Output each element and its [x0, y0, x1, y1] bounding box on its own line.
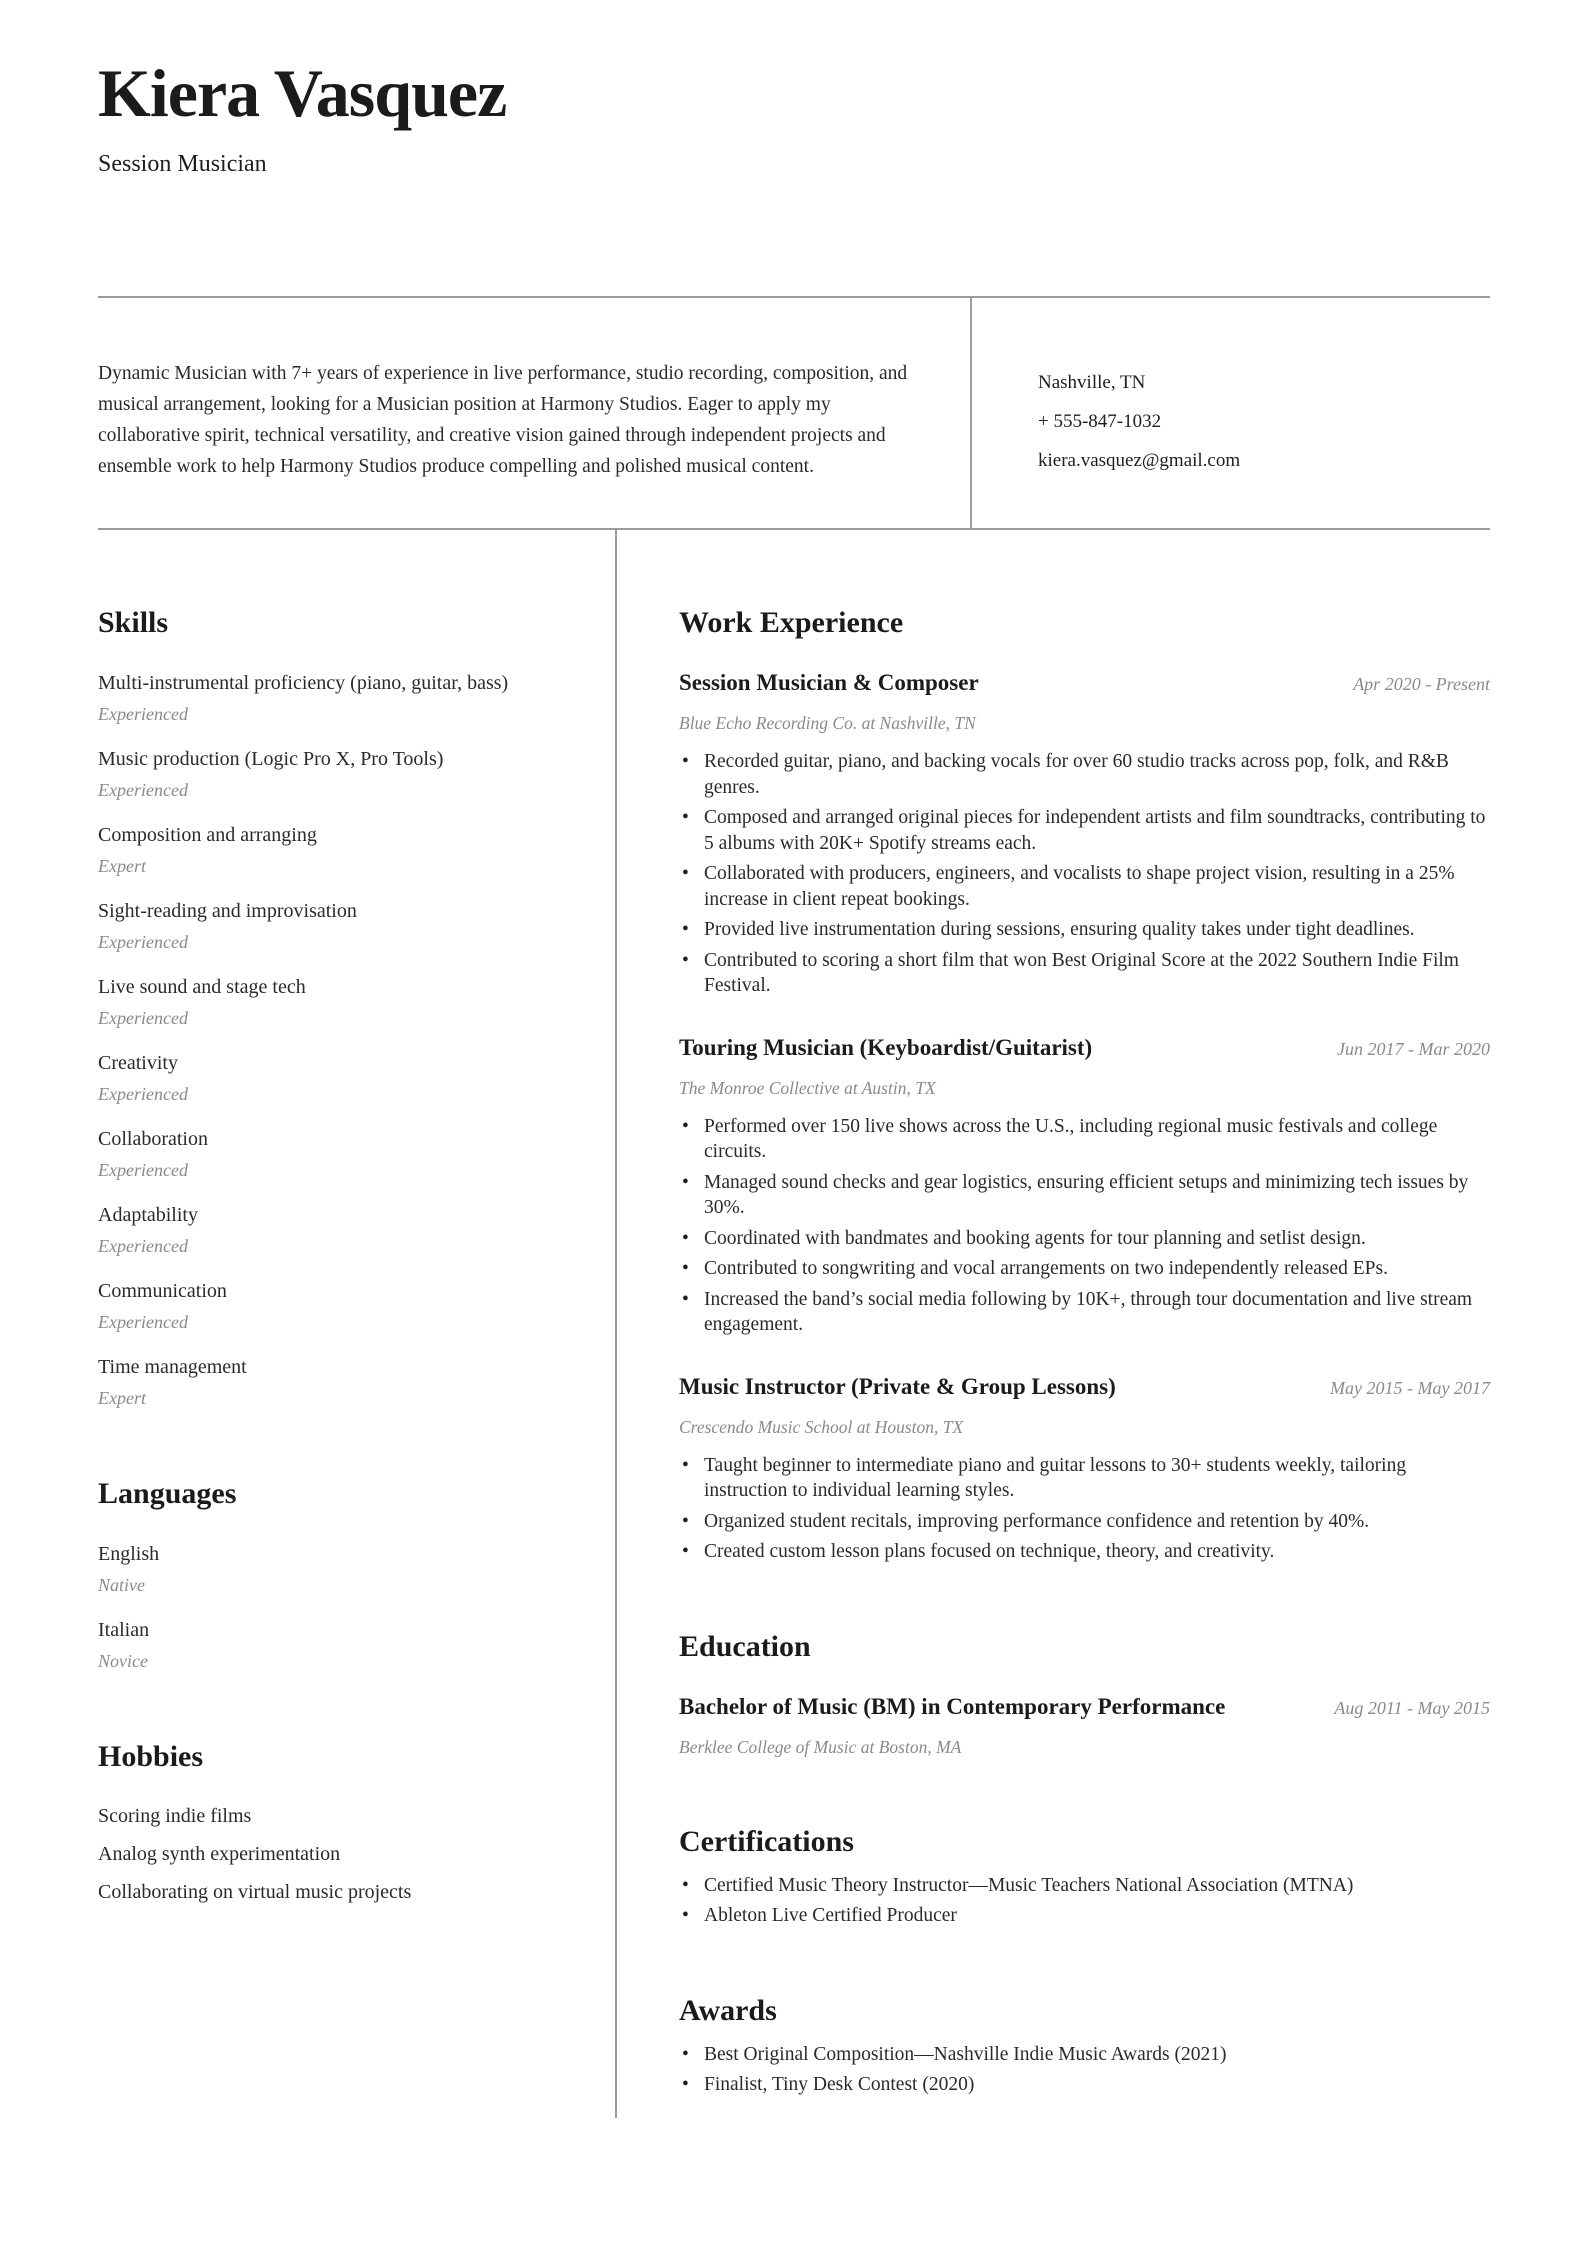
skill-item — [98, 896, 570, 956]
job-header — [679, 1372, 1490, 1402]
left-column — [98, 530, 570, 1915]
language-item — [98, 1615, 570, 1675]
bullet-item: • Coordinated with bandmates and booking agents for tour planning and setlist design. — [679, 1226, 1490, 1252]
job-dates: Apr 2020 - Present — [1353, 674, 1490, 695]
contact-email: kiera.vasquez@gmail.com — [1038, 450, 1241, 472]
skill-level: Experienced — [98, 932, 188, 953]
skill-level: Expert — [98, 856, 146, 877]
hobby-item: Analog synth experimentation — [98, 1843, 341, 1866]
language-level: Native — [98, 1575, 145, 1596]
job-title: Music Instructor (Private & Group Lessons) — [679, 1373, 1116, 1399]
skills-list — [98, 668, 570, 1412]
bullet-item: • Performed over 150 live shows across the U.S., including regional music festivals and college circuits. — [679, 1114, 1490, 1165]
skill-name: Adaptability — [98, 1204, 198, 1227]
skill-item — [98, 744, 570, 804]
summary-text: Dynamic Musician with 7+ years of experience in live performance, studio recording, composition, and musical arrangement, looking for a Musician position at Harmony Studios. Eager to apply my collaborative spirit, technical versatility, and creative vision gained through independent projects and ensemble work to help Harmony Studios produce compelling and polished musical content. — [98, 363, 908, 478]
job-dates: May 2015 - May 2017 — [1330, 1377, 1490, 1398]
right-column — [617, 530, 1490, 2103]
bullet-item: • Recorded guitar, piano, and backing vocals for over 60 studio tracks across pop, folk, and R&B genres. — [679, 749, 1490, 800]
hobbies-heading: Hobbies — [98, 1740, 204, 1774]
certifications-heading: Certifications — [679, 1824, 854, 1858]
awards-list — [679, 2042, 1490, 2098]
skill-level: Experienced — [98, 1160, 188, 1181]
person-title: Session Musician — [98, 151, 267, 178]
awards-heading: Awards — [679, 1993, 777, 2027]
skill-name: Multi-instrumental proficiency (piano, guitar, bass) — [98, 672, 509, 695]
skill-level: Experienced — [98, 1008, 188, 1029]
bullet-item: • Contributed to scoring a short film that won Best Original Score at the 2022 Southern Indie Film Festival. — [679, 948, 1490, 999]
skill-name: Live sound and stage tech — [98, 976, 306, 999]
education-organization: Berklee College of Music at Boston, MA — [679, 1736, 962, 1757]
bullet-item: • Managed sound checks and gear logistics, ensuring efficient setups and minimizing tech issues by 30%. — [679, 1170, 1490, 1221]
skill-item — [98, 972, 570, 1032]
hobby-item: Collaborating on virtual music projects — [98, 1881, 412, 1904]
job-header — [679, 668, 1490, 698]
bullet-item: • Provided live instrumentation during sessions, ensuring quality takes under tight deadlines. — [679, 917, 1490, 943]
skill-item — [98, 1200, 570, 1260]
skill-level: Experienced — [98, 1084, 188, 1105]
skill-item — [98, 1352, 570, 1412]
education-heading: Education — [679, 1629, 811, 1663]
skill-level: Experienced — [98, 1236, 188, 1257]
hobby-item: Scoring indie films — [98, 1805, 252, 1828]
education-dates: Aug 2011 - May 2015 — [1334, 1697, 1490, 1718]
bullet-item: • Taught beginner to intermediate piano and guitar lessons to 30+ students weekly, tailoring instruction to individual learning styles. — [679, 1453, 1490, 1504]
bullet-item: • Composed and arranged original pieces for independent artists and film soundtracks, contributing to 5 albums with 20K+ Spotify streams each. — [679, 805, 1490, 856]
main-content — [98, 530, 1490, 2118]
bullet-item: • Organized student recitals, improving performance confidence and retention by 40%. — [679, 1509, 1490, 1535]
job-entry — [679, 1372, 1490, 1565]
job-bullet-list — [679, 749, 1490, 999]
skill-level: Experienced — [98, 1312, 188, 1333]
job-title: Touring Musician (Keyboardist/Guitarist) — [679, 1034, 1093, 1060]
education-header — [679, 1692, 1490, 1722]
skills-heading: Skills — [98, 606, 169, 640]
job-title: Session Musician & Composer — [679, 670, 979, 696]
job-bullet-list — [679, 1453, 1490, 1565]
education-entry — [679, 1692, 1490, 1760]
person-name: Kiera Vasquez — [98, 55, 507, 131]
language-level: Novice — [98, 1651, 148, 1672]
summary-contact-row — [98, 298, 1490, 528]
skill-name: Creativity — [98, 1052, 178, 1075]
degree-title: Bachelor of Music (BM) in Contemporary Performance — [679, 1693, 1226, 1719]
certification-item: • Ableton Live Certified Producer — [679, 1903, 1490, 1929]
job-bullet-list — [679, 1114, 1490, 1338]
skill-name: Communication — [98, 1280, 227, 1303]
job-organization: Blue Echo Recording Co. at Nashville, TN — [679, 713, 976, 734]
skill-level: Expert — [98, 1388, 146, 1409]
language-name: Italian — [98, 1619, 150, 1642]
award-item: • Finalist, Tiny Desk Contest (2020) — [679, 2072, 1490, 2098]
job-organization: The Monroe Collective at Austin, TX — [679, 1077, 936, 1098]
skill-item — [98, 668, 570, 728]
award-item: • Best Original Composition—Nashville Indie Music Awards (2021) — [679, 2042, 1490, 2068]
job-entry — [679, 668, 1490, 999]
skill-name: Composition and arranging — [98, 824, 317, 847]
bullet-item: • Collaborated with producers, engineers, and vocalists to shape project vision, resulting in a 25% increase in client repeat bookings. — [679, 861, 1490, 912]
contact-block — [972, 358, 1240, 528]
job-header — [679, 1033, 1490, 1063]
skill-name: Time management — [98, 1356, 247, 1379]
certification-item: • Certified Music Theory Instructor—Music Teachers National Association (MTNA) — [679, 1873, 1490, 1899]
bullet-item: • Contributed to songwriting and vocal arrangements on two independently released EPs. — [679, 1256, 1490, 1282]
resume-header — [98, 55, 1490, 178]
skill-level: Experienced — [98, 704, 188, 725]
skill-item — [98, 1276, 570, 1336]
hobbies-list — [98, 1801, 570, 1907]
language-name: English — [98, 1543, 160, 1566]
skill-item — [98, 820, 570, 880]
work-experience-heading: Work Experience — [679, 606, 904, 640]
language-item — [98, 1539, 570, 1599]
skill-item — [98, 1048, 570, 1108]
languages-list — [98, 1539, 570, 1675]
bullet-item: • Increased the band’s social media following by 10K+, through tour documentation and live stream engagement. — [679, 1287, 1490, 1338]
job-organization: Crescendo Music School at Houston, TX — [679, 1416, 964, 1437]
job-dates: Jun 2017 - Mar 2020 — [1337, 1038, 1490, 1059]
bullet-item: • Created custom lesson plans focused on technique, theory, and creativity. — [679, 1539, 1490, 1565]
languages-heading: Languages — [98, 1477, 237, 1511]
skill-name: Music production (Logic Pro X, Pro Tools) — [98, 748, 444, 771]
skill-name: Collaboration — [98, 1128, 208, 1151]
skill-item — [98, 1124, 570, 1184]
contact-phone: + 555-847-1032 — [1038, 411, 1162, 433]
certifications-list — [679, 1873, 1490, 1929]
skill-name: Sight-reading and improvisation — [98, 900, 357, 923]
contact-location: Nashville, TN — [1038, 372, 1146, 394]
job-entry — [679, 1033, 1490, 1338]
skill-level: Experienced — [98, 780, 188, 801]
